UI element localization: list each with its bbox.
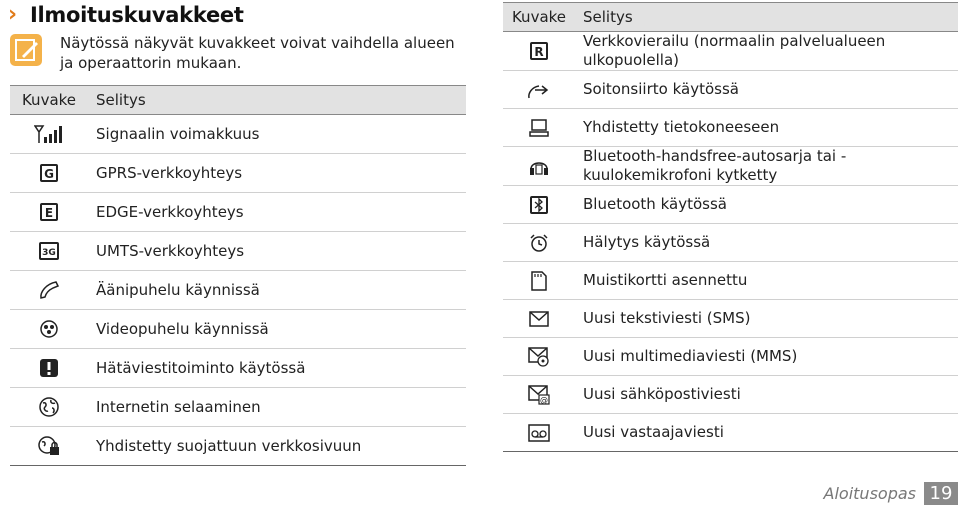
table-row — [10, 310, 466, 349]
row-description: Äänipuhelu käynnissä — [88, 271, 466, 310]
table-row — [10, 232, 466, 271]
svg-text:R: R — [534, 45, 544, 59]
gprs-icon — [18, 163, 80, 183]
row-description: EDGE-verkkoyhteys — [88, 193, 466, 232]
roaming-icon — [511, 41, 567, 61]
svg-text:G: G — [44, 167, 54, 181]
row-description: Uusi tekstiviesti (SMS) — [575, 300, 958, 338]
row-description: Verkkovierailu (normaalin palvelualueen ulkopuolella) — [575, 32, 958, 71]
column-header-icon: Kuvake — [10, 86, 88, 115]
table-row — [503, 338, 958, 376]
sms-icon — [511, 311, 567, 327]
pc-connected-icon — [511, 118, 567, 138]
row-description: Yhdistetty tietokoneeseen — [575, 109, 958, 147]
column-header-description: Selitys — [88, 86, 466, 115]
email-icon — [511, 385, 567, 405]
chevron-right-icon: › — [8, 2, 18, 27]
table-row — [10, 154, 466, 193]
umts-3g-icon — [18, 241, 80, 261]
svg-text:3G: 3G — [42, 248, 56, 258]
table-row — [503, 224, 958, 262]
column-header-description: Selitys — [575, 3, 958, 32]
table-row — [503, 262, 958, 300]
row-description: Signaalin voimakkuus — [88, 115, 466, 154]
mms-icon — [511, 347, 567, 367]
icon-table-left — [10, 85, 466, 466]
note-text: Näytössä näkyvät kuvakkeet voivat vaihdella alueen ja operaattorin mukaan. — [60, 34, 455, 72]
voice-call-icon — [18, 280, 80, 300]
table-row — [503, 376, 958, 414]
svg-text:@: @ — [540, 395, 548, 404]
table-row — [503, 71, 958, 109]
row-description: GPRS-verkkoyhteys — [88, 154, 466, 193]
bluetooth-headset-icon — [511, 155, 567, 177]
table-row — [10, 388, 466, 427]
secure-webpage-icon — [18, 435, 80, 457]
row-description: Hälytys käytössä — [575, 224, 958, 262]
table-row — [503, 186, 958, 224]
table-row — [503, 32, 958, 71]
signal-strength-icon — [18, 124, 80, 144]
edge-icon — [18, 202, 80, 222]
row-description: Bluetooth käytössä — [575, 186, 958, 224]
row-description: Soitonsiirto käytössä — [575, 71, 958, 109]
row-description: Muistikortti asennettu — [575, 262, 958, 300]
table-row — [10, 349, 466, 388]
section-heading — [8, 2, 244, 27]
icon-table-right — [503, 2, 958, 452]
table-row — [10, 115, 466, 154]
row-description: UMTS-verkkoyhteys — [88, 232, 466, 271]
row-description: Uusi multimediaviesti (MMS) — [575, 338, 958, 376]
table-row — [503, 109, 958, 147]
table-row — [503, 414, 958, 452]
voicemail-icon — [511, 424, 567, 442]
column-header-icon: Kuvake — [503, 3, 575, 32]
table-row — [10, 271, 466, 310]
row-description: Bluetooth-handsfree-autosarja tai -kuulokemikrofoni kytketty — [575, 147, 958, 186]
page-footer — [824, 482, 958, 505]
page-title: Ilmoituskuvakkeet — [30, 2, 244, 27]
table-row — [503, 147, 958, 186]
video-call-icon — [18, 319, 80, 339]
footer-section-name: Aloitusopas — [823, 484, 916, 503]
row-description: Internetin selaaminen — [88, 388, 466, 427]
row-description: Hätäviestitoiminto käytössä — [88, 349, 466, 388]
alarm-icon — [511, 233, 567, 253]
row-description: Yhdistetty suojattuun verkkosivuun — [88, 427, 466, 466]
note-pencil-icon — [10, 34, 42, 66]
call-forwarding-icon — [511, 80, 567, 100]
internet-browsing-icon — [18, 396, 80, 418]
table-row — [503, 300, 958, 338]
table-row — [10, 193, 466, 232]
bluetooth-icon — [511, 195, 567, 215]
row-description: Videopuhelu käynnissä — [88, 310, 466, 349]
svg-text:E: E — [44, 206, 54, 220]
emergency-message-icon — [18, 358, 80, 378]
row-description: Uusi vastaajaviesti — [575, 414, 958, 452]
memory-card-icon — [511, 271, 567, 291]
table-row — [10, 427, 466, 466]
row-description: Uusi sähköpostiviesti — [575, 376, 958, 414]
page-number: 19 — [924, 482, 958, 505]
